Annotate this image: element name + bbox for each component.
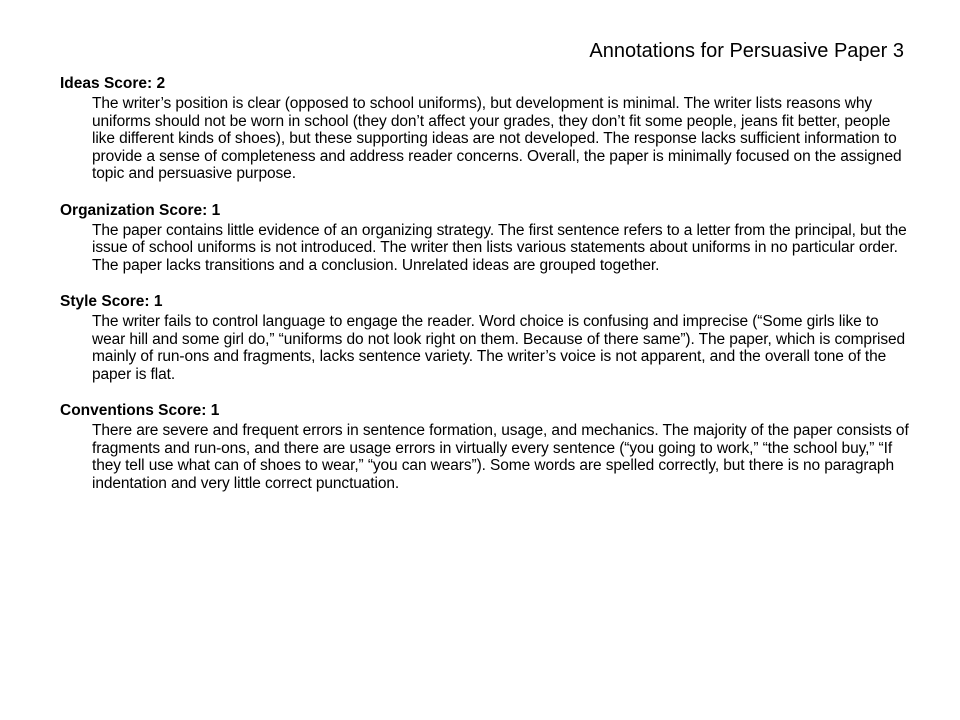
section-organization bbox=[60, 201, 910, 275]
section-heading: Ideas Score: 2 bbox=[60, 75, 166, 92]
section-body: The writer’s position is clear (opposed to school uniforms), but development is minimal. The writer lists reasons why uniforms should not be worn in school (they don’t affect your grades, they don’t fit some people, jeans fit better, people like different kinds of shoes), but these supporting ideas are not developed. The response lacks sufficient information to provide a sense of completeness and address reader concerns. Overall, the paper is minimally focused on the assigned topic and persuasive purpose. bbox=[92, 95, 902, 182]
annotations-content bbox=[60, 74, 910, 510]
section-body: The writer fails to control language to engage the reader. Word choice is confusing and imprecise (“Some girls like to wear hill and some girl do,” “uniforms do not look right on them. Because of there same”). The paper, which is comprised mainly of run-ons and fragments, lacks sentence variety. The writer’s voice is not apparent, and the overall tone of the paper is flat. bbox=[92, 313, 906, 383]
section-body: There are severe and frequent errors in sentence formation, usage, and mechanics. The majority of the paper consists of fragments and run-ons, and there are usage errors in virtually every sentence (“you going to work,” “the school buy,” “If they tell use what can of shoes to wear,” “you can wears”). Some words are spelled correctly, but there is no paragraph indentation and very little correct punctuation. bbox=[92, 422, 909, 492]
page-title: Annotations for Persuasive Paper 3 bbox=[589, 40, 904, 62]
section-body: The paper contains little evidence of an organizing strategy. The first sentence refers to a letter from the principal, but the issue of school uniforms is not introduced. The writer then lists various statements about uniforms in no particular order. The paper lacks transitions and a conclusion. Unrelated ideas are grouped together. bbox=[92, 221, 907, 274]
section-style bbox=[60, 292, 910, 383]
section-heading: Style Score: 1 bbox=[60, 293, 163, 310]
section-heading: Conventions Score: 1 bbox=[60, 402, 220, 419]
section-ideas bbox=[60, 74, 910, 183]
section-heading: Organization Score: 1 bbox=[60, 201, 221, 219]
section-conventions bbox=[60, 401, 910, 492]
